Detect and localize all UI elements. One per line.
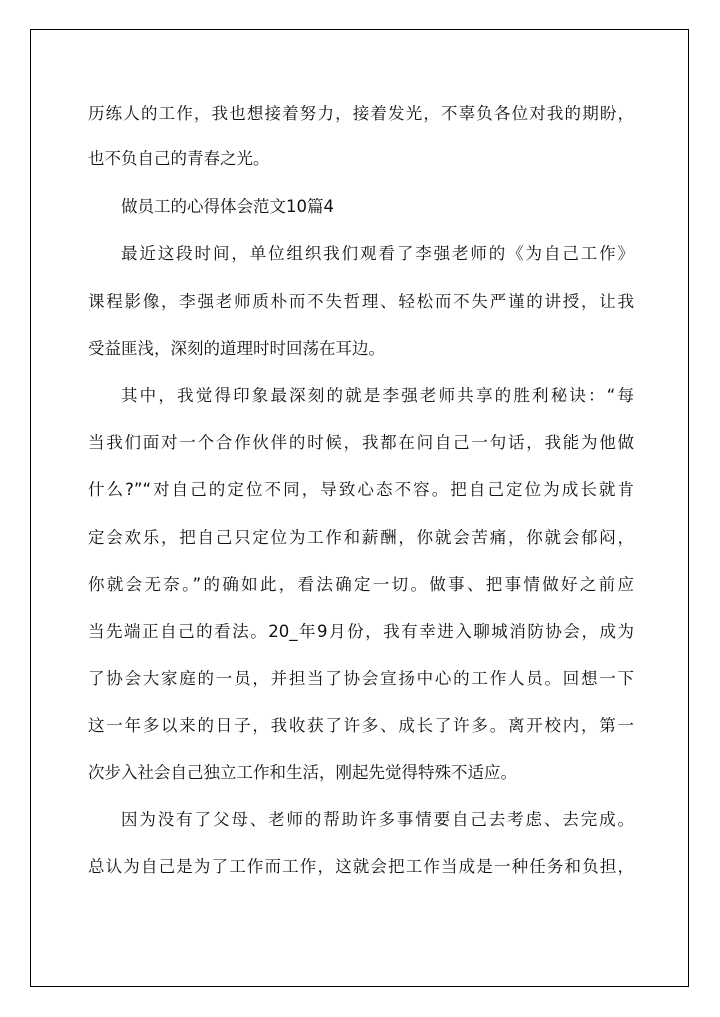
text-line: 也不负自己的青春之光。 [88,149,270,168]
text-line: 定会欢乐，把自己只定位为工作和薪酬，你就会苦痛，你就会郁闷， [88,528,634,547]
section-heading: 做员工的心得体会范文10篇4 [121,197,334,216]
text-line: 什么?”“对自己的定位不同，导致心态不容。把自己定位为成长就肯 [88,480,634,499]
text-line: 总认为自己是为了工作而工作，这就会把工作当成是一种任务和负担， [88,857,634,876]
text-line: 其中，我觉得印象最深刻的就是李强老师共享的胜利秘诀：“每 [121,386,634,405]
text-line: 当我们面对一个合作伙伴的时候，我都在问自己一句话，我能为他做 [88,433,634,452]
text-line: 这一年多以来的日子，我收获了许多、成长了许多。离开校内，第一 [88,716,634,735]
text-line: 课程影像，李强老师质朴而不失哲理、轻松而不失严谨的讲授，让我 [88,292,634,311]
text-line: 你就会无奈。”的确如此，看法确定一切。做事、把事情做好之前应 [88,575,634,594]
text-line: 次步入社会自己独立工作和生活，刚起先觉得特殊不适应。 [88,763,517,782]
text-line: 了协会大家庭的一员，并担当了协会宣扬中心的工作人员。回想一下 [88,669,634,688]
page-border [30,29,689,987]
text-line: 因为没有了父母、老师的帮助许多事情要自己去考虑、去完成。 [121,810,634,829]
text-line: 历练人的工作，我也想接着努力，接着发光，不辜负各位对我的期盼， [88,104,634,123]
text-line: 受益匪浅，深刻的道理时时回荡在耳边。 [88,339,385,358]
text-line: 最近这段时间，单位组织我们观看了李强老师的《为自己工作》 [121,244,634,263]
text-line: 当先端正自己的看法。20_年9月份，我有幸进入聊城消防协会，成为 [88,622,634,641]
